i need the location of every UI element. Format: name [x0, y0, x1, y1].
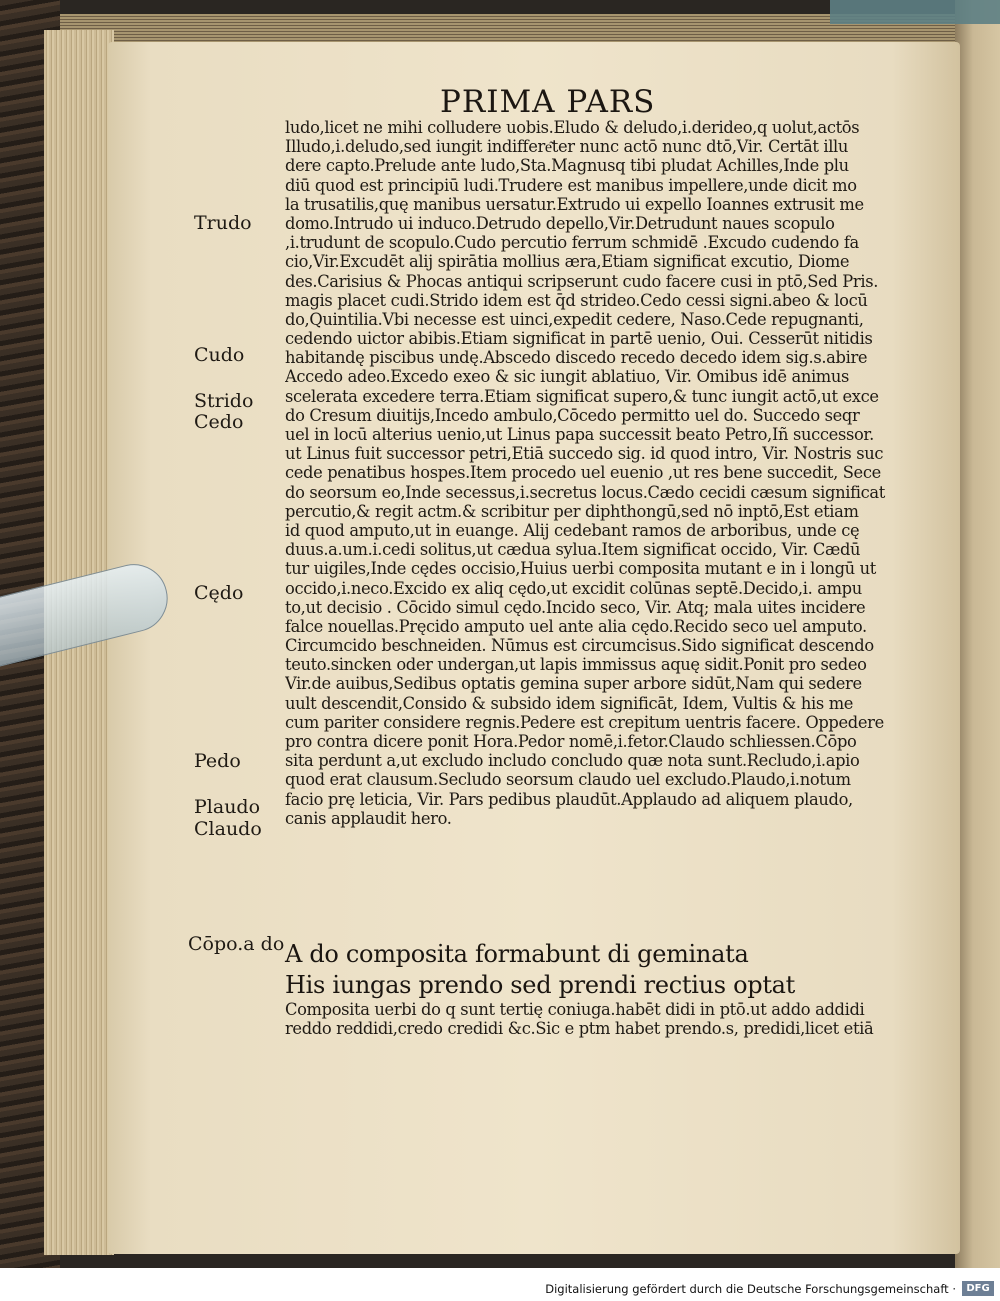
funding-credit: Digitalisierung gefördert durch die Deutsche Forschungsgemeinschaft ·	[545, 1282, 956, 1296]
text-line: duus.a.um.i.cedi solitus,ut cædua sylua.Item significat occido, Vir. Cædū	[285, 540, 861, 560]
margin-note-compo: Cōpo.a do	[188, 933, 285, 955]
text-line: occido,i.neco.Excido ex aliq cędo,ut excidit colūnas septē.Decido,i. ampu	[285, 578, 862, 598]
verse-line: A do composita formabunt di geminata	[285, 940, 749, 968]
text-line: sita perdunt a,ut excludo includo concludo quæ nota sunt.Recludo,i.apio	[285, 751, 860, 771]
margin-note-trudo: Trudo	[194, 212, 252, 234]
facing-page-edge	[955, 0, 1000, 1268]
text-line: diū quod est principiū ludi.Trudere est manibus impellere,unde dicit mo	[285, 175, 857, 195]
footer-bar	[0, 1278, 1000, 1301]
margin-note-strido: Strido	[194, 390, 254, 412]
text-line: tur uigiles,Inde cędes occisio,Huius uerbi composita mutant e in i longū ut	[285, 559, 876, 579]
text-line: pro contra dicere ponit Hora.Pedor nomē,i.fetor.Claudo schliessen.Cōpo	[285, 732, 857, 751]
text-line: cio,Vir.Excudēt alij spirātia mollius æra,Etiam significat excutio, Diome	[285, 252, 850, 272]
text-line: Vir.de auibus,Sedibus optatis gemina super arbore sidūt,Nam qui sedere	[285, 674, 862, 694]
dfg-logo: DFG	[962, 1281, 994, 1296]
text-line: to,ut decisio . Cōcido simul cędo.Incido seco, Vir. Atq; mala uites incidere	[285, 597, 866, 617]
text-line: des.Carisius & Phocas antiqui scripserunt cudo facere cusi in ptō,Sed Pris.	[285, 271, 879, 291]
text-line: cede penatibus hospes.Item procedo uel euenio ,ut res bene succedit, Sece	[285, 463, 881, 483]
text-line: do Cresum diuitijs,Incedo ambulo,Cōcedo permitto uel do. Succedo seqr	[285, 405, 860, 425]
text-line: do seorsum eo,Inde secessus,i.secretus locus.Cædo cecidi cæsum significat	[285, 482, 885, 502]
text-line: quod erat clausum.Secludo seorsum claudo uel excludo.Plaudo,i.notum	[285, 770, 851, 790]
text-line: magis placet cudi.Strido idem est q̄d strideo.Cedo cessi signi.abeo & locū	[285, 290, 868, 310]
text-line: falce nouellas.Pręcido amputo uel ante alia cędo.Recido seco uel amputo.	[285, 616, 867, 636]
text-line: do,Quintilia.Vbi necesse est uinci,expedit cedere, Naso.Cede repugnanti,	[285, 309, 864, 329]
body-text	[285, 118, 907, 828]
text-line: dere capto.Prelude ante ludo,Sta.Magnusq tibi pludat Achilles,Inde plu	[285, 156, 849, 176]
page-weight-clip	[830, 0, 1000, 24]
text-line: uult descendit,Consido & subsido idem significāt, Idem, Vultis & his me	[285, 693, 854, 713]
text-line: cum pariter considere regnis.Pedere est crepitum uentris facere. Oppedere	[285, 712, 884, 732]
text-line: Circumcido beschneiden. Nūmus est circumcisus.Sido significat descendo	[285, 636, 874, 656]
text-line: teuto.sincken oder undergan,ut lapis immissus aquę sidit.Ponit pro sedeo	[285, 655, 867, 675]
text-line: id quod amputo,ut in euange. Alij cedebant ramos de arboribus, unde cę	[285, 520, 860, 540]
text-line: ludo,licet ne mihi colludere uobis.Eludo & deludo,i.derideo,q uolut,actōs	[285, 118, 860, 137]
verse-line: His iungas prendo sed prendi rectius optat	[285, 971, 796, 999]
text-line: scelerata excedere terra.Etiam significat supero,& tunc iungit actō,ut exce	[285, 386, 879, 406]
text-line: cedendo uictor abibis.Etiam significat in partē uenio, Oui. Cesserūt nitidis	[285, 329, 873, 349]
text-line: facio prę leticia, Vir. Pars pedibus plaudūt.Applaudo ad aliquem plaudo,	[285, 789, 853, 809]
text-line: reddo reddidi,credo credidi &c.Sic e ptm habet prendo.s, predidi,licet etiā	[285, 1019, 874, 1039]
text-line: ut Linus fuit successor petri,Etiā succedo sig. id quod intro, Vir. Nostris suc	[285, 444, 884, 464]
margin-note-plaudo: Plaudo	[194, 796, 261, 818]
margin-note-caedo: Cędo	[194, 582, 244, 604]
text-line: percutio,& regit actm.& scribitur per diphthongū,sed nō inptō,Est etiam	[285, 501, 859, 521]
commentary-text	[285, 1000, 907, 1038]
margin-note-cedo: Cedo	[194, 411, 244, 433]
text-line: domo.Intrudo ui induco.Detrudo depello,Vir.Detrudunt naues scopulo	[285, 213, 835, 233]
text-line: la trusatilis,quę manibus uersatur.Extrudo ui expello Ioannes extrusit me	[285, 194, 864, 214]
margin-note-claudo: Claudo	[194, 818, 262, 840]
text-line: uel in locū alterius uenio,ut Linus papa successit beato Petro,Iñ successor.	[285, 425, 874, 444]
text-line: Composita uerbi do q sunt tertię coniuga.habēt didi in ptō.ut addo addidi	[285, 1000, 865, 1019]
text-line: habitandę piscibus undę.Abscedo discedo recedo decedo idem sig.s.abire	[285, 348, 868, 368]
text-line: canis applaudit hero.	[285, 808, 452, 828]
text-line: Illudo,i.deludo,sed iungit indiffere͂ter nunc actō nunc dtō,Vir. Certāt illu	[285, 137, 849, 157]
running-header: PRIMA PARS	[440, 84, 656, 120]
text-line: ,i.trudunt de scopulo.Cudo percutio ferrum schmidē .Excudo cudendo fa	[285, 233, 859, 253]
margin-note-cudo: Cudo	[194, 344, 245, 366]
text-line: Accedo adeo.Excedo exeo & sic iungit ablatiuo, Vir. Omibus idē animus	[285, 367, 850, 387]
margin-note-pedo: Pedo	[194, 750, 241, 772]
